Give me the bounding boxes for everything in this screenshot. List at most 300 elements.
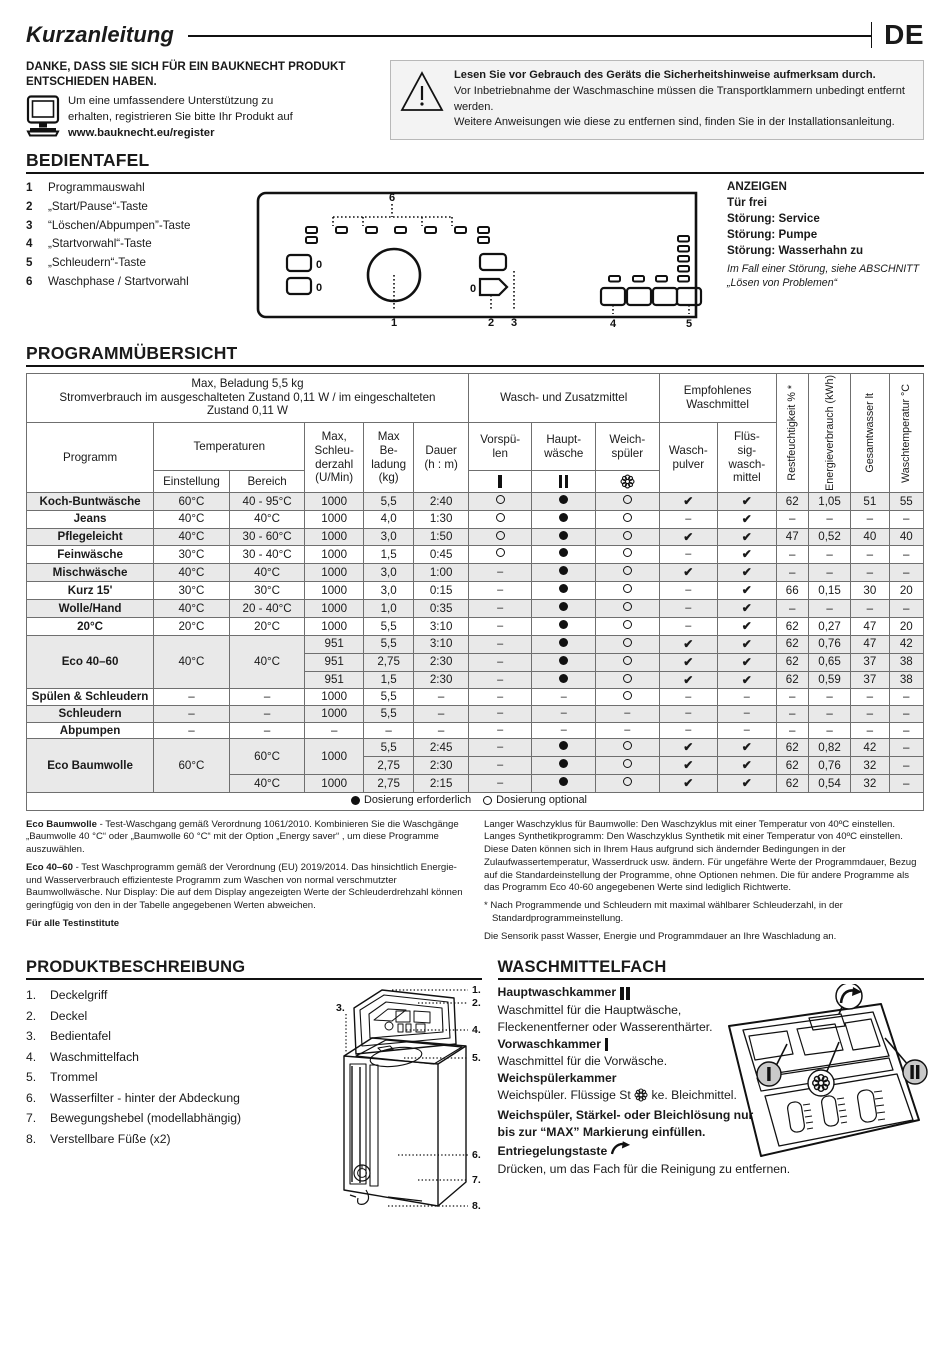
cell-bereich: 40 - 95°C: [229, 492, 305, 510]
note-long-cycle: Langer Waschzyklus für Baumwolle: Den Waschzyklus mit einer Temperatur von 40ºC einstellen. Langes Synthetikprogramm: Den Waschzyklus Synthetik mit einer Temperatur von 40ºC einstellen. Diese Daten können sich in Ihrem Haus aufgrund sich ändernder Bedingungen in der Zulaufwassertemperatur, Wasserdruck usw. ändern. Für ungefähre Werte der Programmdauer, Bezug auf die Standardeinstellung der Programme, ohne Optionen nehmen. Die für andere Programme als das Programm Eco 40-60 angegebenen Werte sind lediglich Richtwerte.: [484, 818, 917, 894]
item-number: 3.: [26, 1029, 37, 1044]
dot-filled-icon: [559, 602, 568, 611]
cell-beladung: 3,0: [363, 564, 413, 582]
dot-filled-icon: [559, 548, 568, 557]
check-icon: ✔: [683, 654, 694, 669]
group-line-2: Waschmittel: [686, 398, 749, 412]
cell-program: Spülen & Schleudern: [27, 689, 154, 706]
cell-waschpulver: [659, 564, 718, 582]
cell-beladung: 1,5: [363, 546, 413, 564]
thanks-line-2: erhalten, registrieren Sie bitte Ihr Produkt auf: [68, 110, 293, 123]
register-url[interactable]: www.bauknecht.eu/register: [68, 126, 215, 139]
main-chamber-text-1: Waschmittel für die Hauptwäsche,: [497, 1002, 682, 1017]
cell-schleuderzahl: –: [305, 722, 364, 739]
bottom-row: [26, 958, 924, 1213]
cell-fluessigwaschmittel: [718, 600, 777, 618]
list-item: [26, 217, 256, 236]
check-icon: ✔: [741, 493, 752, 508]
check-icon: ✔: [741, 636, 752, 651]
cell-restfeuchtigkeit: 62: [776, 739, 808, 757]
col-temperaturen: Temperaturen: [154, 423, 305, 471]
cell-beladung: 2,75: [363, 653, 413, 671]
svg-text:0: 0: [316, 282, 323, 295]
cell-energieverbrauch: 1,05: [808, 492, 850, 510]
cell-dauer: 2:30: [414, 653, 469, 671]
legend-optional: Dosierung optional: [483, 794, 587, 807]
cell-beladung: 2,75: [363, 757, 413, 775]
cell-schleuderzahl: 1000: [305, 617, 364, 635]
release-arrow-icon: [836, 984, 862, 1009]
cell-schleuderzahl: 1000: [305, 600, 364, 618]
check-icon: ✔: [683, 565, 694, 580]
item-label: Waschphase / Startvorwahl: [48, 274, 189, 288]
item-number: 6.: [26, 1090, 37, 1105]
cell-gesamtwasser: –: [851, 722, 889, 739]
item-label: “Löschen/Abpumpen”-Taste: [48, 218, 191, 232]
dot-filled-icon: [559, 566, 568, 575]
cell-waschtemperatur: –: [889, 775, 923, 793]
legend-required: Dosierung erforderlich: [351, 794, 471, 807]
cell-einstellung: 30°C: [154, 546, 230, 564]
softener-warning-2: bis zur “MAX” Markierung einfüllen.: [497, 1125, 706, 1140]
cell-weichspueler: [596, 739, 660, 757]
dot-outline-icon: [623, 674, 632, 683]
cell-gesamtwasser: 32: [851, 775, 889, 793]
softener-flower-icon: [634, 1088, 648, 1107]
legend-cell: [27, 792, 924, 810]
table-row: [27, 706, 924, 723]
cell-weichspueler: [596, 492, 660, 510]
dot-outline-icon: [496, 548, 505, 557]
cell-dauer: 3:10: [414, 617, 469, 635]
dot-filled-icon: [559, 777, 568, 786]
main-chamber-title: Hauptwaschkammer: [497, 985, 617, 1000]
svg-text:0: 0: [470, 283, 477, 296]
cell-gesamtwasser: –: [851, 564, 889, 582]
item-label: „Schleudern“-Taste: [48, 256, 146, 270]
cell-weichspueler: –: [596, 706, 660, 723]
check-icon: ✔: [683, 740, 694, 755]
cell-einstellung: 40°C: [154, 510, 230, 528]
check-icon: ✔: [741, 529, 752, 544]
cell-restfeuchtigkeit: 47: [776, 528, 808, 546]
cell-hauptwaesche: –: [532, 706, 596, 723]
col-bereich: Bereich: [229, 471, 305, 492]
check-icon: ✔: [741, 740, 752, 755]
cell-vorspuelen: –: [468, 635, 532, 653]
cell-schleuderzahl: 951: [305, 635, 364, 653]
col-schleuderzahl: Max, Schleu- derzahl (U/Min): [305, 423, 364, 493]
item-label: „Start/Pause“-Taste: [48, 199, 148, 213]
dot-filled-icon: [559, 620, 568, 629]
item-label: Bedientafel: [50, 1029, 111, 1044]
cell-hauptwaesche: [532, 564, 596, 582]
cell-program: Eco Baumwolle: [27, 739, 154, 793]
cell-restfeuchtigkeit: –: [776, 564, 808, 582]
warning-line-2: Weitere Anweisungen wie diese zu entfernen sind, finden Sie in der Installationsanleitung.: [454, 116, 895, 129]
check-icon: ✔: [741, 776, 752, 791]
check-icon: ✔: [741, 547, 752, 562]
col-weichspueler: Weich- spüler: [596, 423, 660, 471]
check-icon: ✔: [683, 776, 694, 791]
table-row: [27, 722, 924, 739]
warning-triangle-icon: [400, 70, 444, 114]
cell-bereich: 40°C: [229, 775, 305, 793]
dot-filled-icon: [559, 759, 568, 768]
banner-line-3: Zustand 0,11 W: [206, 404, 288, 418]
symbol-prewash: [468, 471, 532, 492]
dot-outline-icon: [623, 691, 632, 700]
indicators-heading: ANZEIGEN: [727, 180, 787, 194]
cell-vorspuelen: [468, 546, 532, 564]
cell-waschpulver: [659, 492, 718, 510]
check-icon: ✔: [741, 601, 752, 616]
cell-beladung: 2,75: [363, 775, 413, 793]
cell-vorspuelen: –: [468, 706, 532, 723]
cell-program: Wolle/Hand: [27, 600, 154, 618]
cell-waschpulver: [659, 653, 718, 671]
dot-outline-icon: [623, 741, 632, 750]
note-eco-4060: [26, 862, 466, 913]
dot-outline-icon: [623, 620, 632, 629]
cell-bereich: 30°C: [229, 582, 305, 600]
cell-hauptwaesche: [532, 492, 596, 510]
cell-fluessigwaschmittel: [718, 510, 777, 528]
indicator-note-2: „Lösen von Problemen“: [727, 276, 838, 289]
list-item: [26, 273, 256, 292]
dot-filled-icon: [351, 796, 360, 805]
cell-fluessigwaschmittel: –: [718, 689, 777, 706]
footnotes-row: [26, 819, 924, 949]
check-icon: ✔: [683, 758, 694, 773]
cell-restfeuchtigkeit: 66: [776, 582, 808, 600]
list-item: [26, 235, 256, 254]
item-number: 2: [26, 199, 33, 213]
item-label: Waschmittelfach: [50, 1049, 139, 1064]
svg-text:1: 1: [390, 317, 398, 330]
svg-text:2: 2: [487, 317, 495, 330]
cell-bereich: 30 - 40°C: [229, 546, 305, 564]
cell-weichspueler: [596, 546, 660, 564]
cell-gesamtwasser: 32: [851, 757, 889, 775]
list-item: [26, 179, 256, 198]
cell-gesamtwasser: 40: [851, 528, 889, 546]
dot-outline-icon: [623, 777, 632, 786]
program-overview-heading: PROGRAMMÜBERSICHT: [26, 343, 924, 367]
svg-text:6: 6: [388, 192, 396, 205]
cell-schleuderzahl: 1000: [305, 582, 364, 600]
svg-text:0: 0: [316, 259, 323, 272]
program-table: [26, 373, 924, 811]
cell-waschtemperatur: 20: [889, 617, 923, 635]
item-label: „Startvorwahl“-Taste: [48, 237, 152, 251]
dot-filled-icon: [559, 584, 568, 593]
cell-dauer: 2:30: [414, 757, 469, 775]
cell-vorspuelen: –: [468, 653, 532, 671]
cell-fluessigwaschmittel: [718, 617, 777, 635]
cell-vorspuelen: [468, 510, 532, 528]
cell-program: Mischwäsche: [27, 564, 154, 582]
cell-waschtemperatur: –: [889, 706, 923, 723]
cell-energieverbrauch: 0,76: [808, 757, 850, 775]
note-text: - Test-Waschgang gemäß Verordnung 1061/2010. Kombinieren Sie die Waschgänge „Baumwolle 40 °C“ oder „Baumwolle 60 °C“ mit der Option „Energy saver“ , um diese Programme auszuwählen.: [26, 818, 459, 856]
cell-vorspuelen: –: [468, 739, 532, 757]
cell-vorspuelen: –: [468, 564, 532, 582]
cell-waschpulver: –: [659, 689, 718, 706]
control-panel-legend-list: [26, 179, 256, 329]
cell-waschpulver: [659, 775, 718, 793]
cell-gesamtwasser: 30: [851, 582, 889, 600]
cell-energieverbrauch: –: [808, 689, 850, 706]
cell-waschpulver: –: [659, 546, 718, 564]
cell-beladung: 5,5: [363, 706, 413, 723]
cell-waschtemperatur: 42: [889, 635, 923, 653]
cell-hauptwaesche: [532, 653, 596, 671]
cell-restfeuchtigkeit: –: [776, 722, 808, 739]
dot-filled-icon: [559, 513, 568, 522]
cell-hauptwaesche: [532, 528, 596, 546]
cell-waschtemperatur: –: [889, 739, 923, 757]
dot-outline-icon: [496, 513, 505, 522]
machine-callout: 1.: [472, 984, 481, 997]
machine-callout: 7.: [472, 1174, 481, 1187]
cell-fluessigwaschmittel: [718, 739, 777, 757]
svg-text:3: 3: [510, 317, 518, 330]
note-asterisk: * Nach Programmende und Schleudern mit maximal wählbarer Schleuderzahl, in der Standardprogrammeinstellung.: [484, 900, 843, 924]
cell-waschtemperatur: 20: [889, 582, 923, 600]
table-row: [27, 564, 924, 582]
cell-energieverbrauch: –: [808, 546, 850, 564]
cell-energieverbrauch: –: [808, 706, 850, 723]
cell-fluessigwaschmittel: [718, 757, 777, 775]
cell-vorspuelen: –: [468, 671, 532, 689]
col-waschtemperatur: Waschtemperatur °C: [889, 374, 923, 493]
indicator-line: Störung: Pumpe: [727, 228, 818, 242]
cell-dauer: –: [414, 722, 469, 739]
release-button-text: Drücken, um das Fach für die Reinigung zu entfernen.: [497, 1162, 791, 1177]
cell-beladung: –: [363, 722, 413, 739]
thanks-block: [26, 60, 376, 141]
cell-dauer: 2:15: [414, 775, 469, 793]
page-header: [26, 18, 924, 52]
cell-waschtemperatur: 55: [889, 492, 923, 510]
control-panel-diagram: [256, 179, 711, 329]
group-line-1: Empfohlenes: [683, 384, 752, 398]
col-waschpulver: Wasch- pulver: [659, 423, 718, 493]
cell-program: Abpumpen: [27, 722, 154, 739]
cell-energieverbrauch: 0,59: [808, 671, 850, 689]
cell-dauer: 1:30: [414, 510, 469, 528]
language-code: DE: [884, 19, 924, 50]
table-legend-row: [27, 792, 924, 810]
item-number: 3: [26, 218, 33, 232]
cell-energieverbrauch: 0,27: [808, 617, 850, 635]
group-empfohlenes: [659, 374, 776, 423]
symbol-mainwash: [532, 471, 596, 492]
cell-fluessigwaschmittel: [718, 653, 777, 671]
col-beladung: Max Be- ladung (kg): [363, 423, 413, 493]
cell-bereich: 40°C: [229, 635, 305, 689]
cell-weichspueler: [596, 635, 660, 653]
cell-bereich: 20°C: [229, 617, 305, 635]
cell-einstellung: –: [154, 706, 230, 723]
cell-hauptwaesche: [532, 775, 596, 793]
mainwash-bars-icon: [620, 984, 630, 1001]
table-row: [27, 635, 924, 653]
cell-waschpulver: –: [659, 722, 718, 739]
item-number: 4.: [26, 1049, 37, 1064]
cell-fluessigwaschmittel: [718, 635, 777, 653]
cell-energieverbrauch: 0,76: [808, 635, 850, 653]
cell-dauer: –: [414, 689, 469, 706]
item-label: Bewegungshebel (modellabhängig): [50, 1111, 242, 1126]
check-icon: ✔: [741, 654, 752, 669]
cell-einstellung: 40°C: [154, 635, 230, 689]
item-label: Deckelgriff: [50, 988, 108, 1003]
col-gesamtwasser: Gesamtwasser lt: [851, 374, 889, 493]
cell-weichspueler: [596, 600, 660, 618]
item-number: 2.: [26, 1008, 37, 1023]
cell-gesamtwasser: 47: [851, 635, 889, 653]
thanks-line-1: Um eine umfassendere Unterstützung zu: [68, 94, 274, 107]
indicators-block: [711, 179, 919, 329]
dot-outline-icon: [483, 796, 492, 805]
cell-weichspueler: [596, 617, 660, 635]
cell-hauptwaesche: [532, 546, 596, 564]
note-text: - Test Waschprogramm gemäß der Verordnung (EU) 2019/2014. Das hinsichtlich Energie- und Wasserverbrauch effizienteste Programm zum Waschen von normal verschmutzter Baumwollwäsche. Nur Display: Die auf dem Display angezeigten Werte der Schleuderdrehzahl können geringfügig von den in der Tabelle angegebenen Werten abweichen.: [26, 861, 463, 912]
col-dauer: Dauer (h : m): [414, 423, 469, 493]
cell-beladung: 3,0: [363, 582, 413, 600]
table-row: [27, 510, 924, 528]
cell-waschpulver: [659, 528, 718, 546]
washing-machine-illustration: [326, 968, 496, 1213]
cell-waschpulver: [659, 635, 718, 653]
softener-chamber-title: Weichspülerkammer: [497, 1070, 617, 1085]
dot-filled-icon: [559, 495, 568, 504]
cell-waschtemperatur: 40: [889, 528, 923, 546]
cell-waschtemperatur: –: [889, 689, 923, 706]
indicator-line: Störung: Service: [727, 212, 820, 226]
note-testinstitute: [26, 918, 466, 931]
cell-dauer: –: [414, 706, 469, 723]
cell-energieverbrauch: –: [808, 510, 850, 528]
cell-bereich: –: [229, 722, 305, 739]
cell-fluessigwaschmittel: [718, 775, 777, 793]
cell-weichspueler: –: [596, 722, 660, 739]
thanks-text: [68, 93, 293, 141]
cell-schleuderzahl: 1000: [305, 564, 364, 582]
cell-restfeuchtigkeit: 62: [776, 617, 808, 635]
cell-vorspuelen: –: [468, 617, 532, 635]
cell-hauptwaesche: [532, 617, 596, 635]
cell-restfeuchtigkeit: –: [776, 510, 808, 528]
dot-outline-icon: [623, 531, 632, 540]
cell-waschtemperatur: 38: [889, 671, 923, 689]
cell-dauer: 3:10: [414, 635, 469, 653]
cell-einstellung: 40°C: [154, 528, 230, 546]
product-description-heading: PRODUKTBESCHREIBUNG: [26, 958, 482, 980]
table-row: [27, 689, 924, 706]
check-icon: ✔: [741, 618, 752, 633]
item-label: Wasserfilter - hinter der Abdeckung: [50, 1090, 240, 1105]
monitor-icon: [26, 95, 60, 137]
dot-outline-icon: [623, 759, 632, 768]
cell-program: 20°C: [27, 617, 154, 635]
check-icon: ✔: [741, 758, 752, 773]
cell-restfeuchtigkeit: –: [776, 689, 808, 706]
cell-energieverbrauch: –: [808, 722, 850, 739]
cell-gesamtwasser: 51: [851, 492, 889, 510]
item-label: Deckel: [50, 1008, 88, 1023]
cell-waschpulver: –: [659, 617, 718, 635]
cell-schleuderzahl: 1000: [305, 546, 364, 564]
cell-restfeuchtigkeit: 62: [776, 775, 808, 793]
footnotes-right: [484, 819, 924, 949]
cell-einstellung: 20°C: [154, 617, 230, 635]
table-row: [27, 492, 924, 510]
col-einstellung: Einstellung: [154, 471, 230, 492]
cell-restfeuchtigkeit: –: [776, 600, 808, 618]
warning-bold-line: Lesen Sie vor Gebrauch des Geräts die Sicherheitshinweise aufmerksam durch.: [454, 69, 876, 81]
col-vorspuelen: Vorspü- len: [468, 423, 532, 471]
cell-bereich: 60°C: [229, 739, 305, 775]
cell-restfeuchtigkeit: 62: [776, 671, 808, 689]
cell-beladung: 5,5: [363, 689, 413, 706]
table-row: [27, 739, 924, 757]
cell-waschpulver: [659, 757, 718, 775]
item-number: 1: [26, 181, 33, 195]
cell-fluessigwaschmittel: [718, 564, 777, 582]
group-wasch-zusatz: Wasch- und Zusatzmittel: [468, 374, 659, 423]
cell-weichspueler: [596, 757, 660, 775]
cell-hauptwaesche: [532, 757, 596, 775]
cell-schleuderzahl: 951: [305, 653, 364, 671]
control-panel-section: [26, 150, 924, 329]
cell-weichspueler: [596, 528, 660, 546]
cell-energieverbrauch: –: [808, 600, 850, 618]
cell-weichspueler: [596, 775, 660, 793]
cell-program: Eco 40–60: [27, 635, 154, 689]
cell-einstellung: –: [154, 689, 230, 706]
check-icon: ✔: [683, 636, 694, 651]
dot-outline-icon: [623, 513, 632, 522]
machine-callout: 2.: [472, 997, 481, 1010]
col-restfeuchtigkeit: Restfeuchtigkeit % *: [776, 374, 808, 493]
cell-hauptwaesche: –: [532, 689, 596, 706]
dot-filled-icon: [559, 674, 568, 683]
dot-filled-icon: [559, 741, 568, 750]
cell-bereich: –: [229, 689, 305, 706]
cell-waschpulver: –: [659, 706, 718, 723]
cell-waschtemperatur: –: [889, 546, 923, 564]
machine-callout: 5.: [472, 1052, 481, 1065]
cell-waschpulver: –: [659, 600, 718, 618]
cell-bereich: 30 - 60°C: [229, 528, 305, 546]
program-overview-section: [26, 343, 924, 811]
check-icon: ✔: [683, 493, 694, 508]
cell-program: Koch-Buntwäsche: [27, 492, 154, 510]
cell-bereich: 40°C: [229, 510, 305, 528]
cell-dauer: 0:45: [414, 546, 469, 564]
dot-outline-icon: [623, 638, 632, 647]
cell-schleuderzahl: 1000: [305, 528, 364, 546]
cell-gesamtwasser: 47: [851, 617, 889, 635]
cell-beladung: 1,0: [363, 600, 413, 618]
softener-text-b: ke. Bleichmittel.: [651, 1087, 737, 1102]
curved-arrow-icon: [611, 1141, 631, 1161]
mainwash-badge-icon: [903, 1060, 927, 1084]
warning-text: [454, 68, 914, 131]
